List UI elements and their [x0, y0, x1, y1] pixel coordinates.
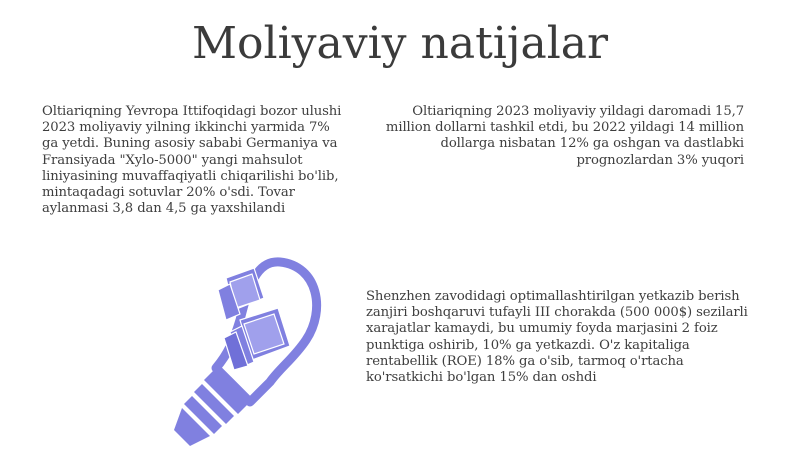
paragraph-shenzhen-costs: Shenzhen zavodidagi optimallashtirilgan yetkazib berish zanjiri boshqaruvi tufayli III chorakda (500 000$) sezilarli xarajatlar kamaydi, bu umumiy foyda marjasini 2 foiz punktiga oshirib, 10% ga yetkazdi. O'z kapitaliga rentabellik (ROE) 18% ga o'sib, tarmoq o'rtacha ko'rsatkichi bo'lgan 15% dan oshdi [366, 289, 748, 386]
lightbulb-with-books-icon [130, 250, 330, 450]
paragraph-revenue: Oltiariqning 2023 moliyaviy yildagi daromadi 15,7 million dollarni tashkil etdi, bu 2022 yildagi 14 million dollarga nisbatan 12% ga oshgan va dastlabki prognozlardan 3% yuqori [385, 104, 744, 168]
slide-title: Moliyaviy natijalar [191, 18, 609, 69]
paragraph-europe-market-share: Oltiariqning Yevropa Ittifoqidagi bozor ulushi 2023 moliyaviy yilning ikkinchi yarmida 7% ga yetdi. Buning asosiy sababi Germaniya va Fransiyada "Xylo-5000" yangi mahsulot liniyasining muvaffaqiyatli chiqarilishi bo'lib, mintaqadagi sotuvlar 20% o'sdi. Tovar aylanmasi 3,8 dan 4,5 ga yaxshilandi [42, 104, 342, 217]
